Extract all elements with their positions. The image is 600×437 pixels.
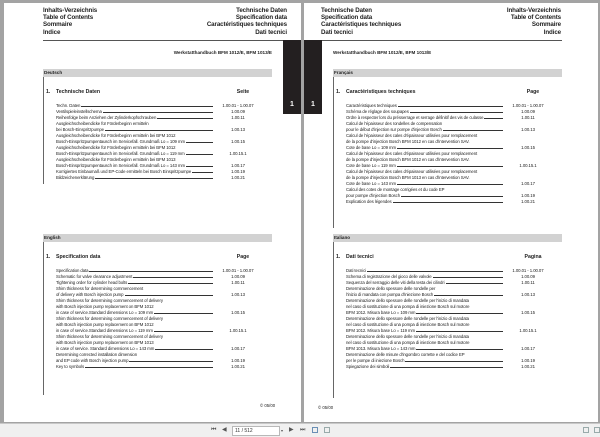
header-title: Sommaire	[531, 21, 561, 29]
toc-entry-text: and EP code with Bosch injection pump	[56, 358, 129, 363]
toc-entry-text: BFM 1013. Misura base Lo = 143 mm	[346, 346, 416, 351]
toc-entry-text: Schematic for valve clearance adjustment	[56, 274, 133, 279]
dot-leader	[484, 118, 503, 119]
toc-entry-text: Reihenfolge beim Anziehen der Zylinderkopfschrauben	[56, 115, 157, 120]
dot-leader	[416, 349, 503, 350]
toc-page-number[interactable]: 1.00.15	[521, 310, 535, 315]
manual-title: Werkstatthandbuch BFM 1012/E, BFM 1013/E	[333, 50, 432, 55]
chapter-number: 1	[290, 101, 294, 108]
dot-leader	[398, 106, 503, 107]
toc-page-number[interactable]: 1.00.19	[521, 358, 535, 363]
toc-entry-line	[56, 175, 214, 181]
toc-entry-text: of delivery with Bosch injection pump	[56, 292, 124, 297]
toc-entry-text: Cote de base Lo = 119 mm	[346, 163, 396, 168]
dot-leader	[125, 295, 214, 296]
toc-entry-text: Bosch-Einspritzpumpentausch im Servicefall. Grundmaß Lo = 119 mm	[56, 151, 185, 156]
toc-entry-text: BFM 1012. Misura base Lo = 119 mm	[346, 328, 416, 333]
toc-entry-line	[346, 364, 504, 370]
toc-entry[interactable]	[346, 187, 556, 199]
language-header	[43, 234, 272, 242]
toc-entry-line	[346, 199, 504, 205]
toc-entry[interactable]	[346, 121, 556, 133]
toc-entry[interactable]	[346, 199, 556, 205]
toc-entry-text: nel caso di sostituzione di una pompa di iniezione Bosch sul motore	[346, 322, 470, 327]
header-title: Sommaire	[43, 21, 73, 29]
header-title: Table of Contents	[43, 14, 94, 22]
toc-entry-text: Explication des légendes	[346, 199, 392, 204]
toc-entry-text: Determinazione dello spessore delle rondelle per l'inizio di mandata	[346, 334, 469, 339]
page-column-label: Page	[526, 89, 540, 95]
chapter-tab	[283, 40, 301, 114]
toc-page-number[interactable]: 1.00.09	[231, 274, 245, 279]
header-title: Table of Contents	[510, 14, 561, 22]
dot-leader	[186, 166, 213, 167]
toc-entry-text: Bildzeichenerklärung	[56, 175, 95, 180]
toc-entry-text: Determinazione dello spessore delle rondelle per l'inizio di mandata	[346, 298, 469, 303]
toc-page-number[interactable]: 1.00.21	[521, 364, 535, 369]
fit-width-icon[interactable]	[594, 427, 600, 433]
toc-entry[interactable]	[56, 157, 266, 169]
header-title: Specification data	[235, 14, 287, 22]
dot-leader	[416, 313, 503, 314]
toc-entry-text: Ausgleichscheibendicke für Förderbeginn ermitteln bei BFM 1012	[56, 145, 176, 150]
toc-entry-text: in case of service. Standard dimensions Lo = 143 mm	[56, 346, 155, 351]
toc-entry-text: Dati tecnici	[346, 268, 367, 273]
toc-entry-text: Shim thickness for determining commencement of delivery	[56, 334, 163, 339]
toc-entry-text: Determining corrected installation dimension	[56, 352, 138, 357]
dot-leader	[410, 112, 503, 113]
language-label: English	[44, 235, 61, 240]
toc-entry-text: with Bosch injection pump replacement on BFM 1012	[56, 304, 154, 309]
header-title: Indice	[43, 28, 61, 36]
dot-leader	[446, 283, 503, 284]
toc-entry-text: Spiegazione dei simboli	[346, 364, 390, 369]
header-title: Inhalts-Verzeichnis	[43, 7, 98, 14]
toc-page-number[interactable]: 1.00.15.1	[229, 328, 247, 333]
toc-entry-text: Bosch-Einspritzpumpentausch im Servicefall. Grundmaß Lo = 109 mm	[56, 139, 185, 144]
toc-entry[interactable]	[346, 151, 556, 169]
dot-leader	[154, 331, 213, 332]
chapter-number: 1.	[336, 254, 341, 260]
chapter-number: 1.	[336, 89, 341, 95]
toc-entry-text: nel caso di sostituzione di una pompa di iniezione Bosch sul motore	[346, 304, 470, 309]
two-page-view-icon[interactable]	[324, 427, 330, 433]
dot-leader	[129, 361, 213, 362]
previous-page-icon[interactable]: ◀	[222, 427, 227, 433]
page-column-label: Page	[236, 254, 250, 260]
toc-entry[interactable]	[56, 133, 266, 145]
pdf-navigation-toolbar	[0, 423, 600, 437]
toc-entries	[346, 103, 556, 205]
toc-entry-text: Cote de base Lo = 143 mm	[346, 181, 397, 186]
toc-page-number[interactable]: 1.00.15.1	[519, 328, 537, 333]
language-label: Deutsch	[44, 70, 63, 75]
toc-entry[interactable]	[346, 133, 556, 151]
toc-entry-text: Ausgleichscheibendicke für Förderbeginn ermitteln	[56, 121, 149, 126]
page-indicator: 11 / 512	[235, 428, 253, 434]
toc-entry-text: Cote de base Lo = 109 mm	[346, 145, 397, 150]
dot-leader	[443, 130, 503, 131]
toc-entry-text: Korrigiertes Einbaumaß und EP-Code ermitteln bei Bosch Einspritzpumpe	[56, 169, 192, 174]
toc-entry-text: in case of service.Standard dimensions Lo = 119 mm	[56, 328, 153, 333]
toc-entry-text: Calcul de l'épaisseur des cales d'épaisseur utilisées pour remplacement	[346, 151, 478, 156]
dot-leader	[416, 331, 503, 332]
toc-entry-text: with Bosch injection pump replacement on BFM 1012	[56, 322, 154, 327]
dot-leader	[154, 313, 213, 314]
chapter-tab	[304, 40, 322, 114]
toc-page-number[interactable]: 1.00.01 - 1.00.07	[222, 103, 254, 108]
header-right-titles	[207, 7, 287, 36]
dot-leader	[433, 277, 503, 278]
toc-page-number[interactable]: 1.00.11	[521, 115, 535, 120]
toc-page-number[interactable]: 1.00.09	[521, 109, 535, 114]
header-title: Indice	[543, 28, 561, 36]
toc-entry-text: Shim thickness for determining commencement of delivery	[56, 316, 163, 321]
dot-leader	[192, 172, 213, 173]
section-border-line	[43, 242, 44, 395]
toc-entry[interactable]	[56, 121, 266, 133]
language-label: Français	[334, 70, 353, 75]
toc-entry[interactable]	[56, 352, 266, 364]
toc-page-number[interactable]: 1.00.21	[231, 364, 245, 369]
copyright-notice: © 05/00	[260, 403, 276, 408]
toc-page-number[interactable]: 1.00.01 - 1.00.07	[512, 103, 544, 108]
dot-leader	[89, 271, 213, 272]
language-header	[333, 69, 562, 77]
toc-entry-text: l'inizio di mandata con pompa d'iniezione Bosch	[346, 292, 434, 297]
toc-page-number[interactable]: 1.00.15	[231, 310, 245, 315]
toc-entry-text: nel caso di sostituzione di una pompa di iniezione Bosch sul motore	[346, 340, 470, 345]
toc-page-number[interactable]: 1.00.01 - 1.00.07	[512, 268, 544, 273]
toc-entry[interactable]	[56, 175, 266, 181]
page-column-label: Pagina	[524, 254, 542, 260]
toc-entry-text: Key to symbols	[56, 364, 85, 369]
toc-page-number[interactable]: 1.00.19	[231, 169, 245, 174]
chapter-title: Technische Daten	[56, 89, 101, 95]
header-title: Technische Daten	[321, 7, 372, 14]
first-page-icon[interactable]: ⏮	[211, 427, 217, 433]
section-border-line	[333, 242, 334, 398]
toc-entry-text: Schema di registrazione del gioco delle valvole	[346, 274, 432, 279]
dot-leader	[133, 277, 213, 278]
toc-entry-text: pour le début d'injection sur pompe d'injection Bosch	[346, 127, 442, 132]
dot-leader	[128, 283, 213, 284]
dot-leader	[434, 295, 503, 296]
toc-entry-text: Ordre à respecter lors du présserrage et serrage définitif des vis de culasse	[346, 115, 484, 120]
dot-leader	[105, 130, 213, 131]
toc-entry[interactable]	[56, 286, 266, 298]
toc-page-number[interactable]: 1.00.17	[231, 346, 245, 351]
toc-entries	[56, 268, 266, 370]
toc-entry-text: BFM 1012. Misura base Lo = 109 mm	[346, 310, 416, 315]
chapter-title: Dati tecnici	[346, 254, 374, 260]
toc-page-number[interactable]: 1.00.17	[521, 181, 535, 186]
toc-entry-text: bei Bosch-Einspritzpumpe	[56, 127, 104, 132]
toc-entry-text: Shim thickness for determining commencement of delivery	[56, 298, 163, 303]
toc-entry[interactable]	[56, 364, 266, 370]
header-title: Technische Daten	[236, 7, 287, 14]
toc-entry-text: Calcul des cotes de montage corrigées et du code EP	[346, 187, 445, 192]
toc-entry-text: de la pompe d'injection Bosch BFM 1012 en cas d'intervention SAV.	[346, 157, 470, 162]
toc-entry-text: Tightening order for cylinder head bolts	[56, 280, 128, 285]
toc-entry[interactable]	[346, 298, 556, 316]
toc-page-number[interactable]: 1.00.15	[521, 145, 535, 150]
toc-entry-text: Bosch-Einspritzpumpentausch im Servicefall. Grundmaß Lo = 143 mm	[56, 163, 185, 168]
toc-entry-text: Techn. Daten	[56, 103, 81, 108]
manual-title: Werkstatthandbuch BFM 1012/E, BFM 1013/E	[173, 50, 272, 55]
toc-entry-text: with Bosch injection pump replacement on BFM 1013	[56, 340, 154, 345]
toc-entry-text: Calcul de l'épaisseur des cales d'épaisseur utilisées pour remplacement	[346, 133, 478, 138]
dot-leader	[186, 154, 213, 155]
toc-entry-text: Determinazione delle misure d'ingombro corrette e del codice EP	[346, 352, 465, 357]
dot-leader	[393, 202, 503, 203]
toc-page-number[interactable]: 1.00.13	[231, 127, 245, 132]
toc-page-number[interactable]: 1.00.13	[521, 127, 535, 132]
next-page-icon[interactable]: ▶	[289, 427, 294, 433]
toc-entry-text: Sequenza del serraggio delle viti della testa dei cilindri	[346, 280, 445, 285]
section-border-line	[333, 77, 334, 228]
dot-leader	[186, 142, 213, 143]
toc-entry-text: Ausgleichscheibendicke für Förderbeginn ermitteln bei BFM 1012	[56, 133, 176, 138]
chapter-title: Caractéristiques techniques	[346, 89, 416, 95]
dot-leader	[95, 178, 213, 179]
toc-page-number[interactable]: 1.00.21	[521, 199, 535, 204]
toc-entry[interactable]	[346, 169, 556, 187]
toc-page-number[interactable]: 1.00.17	[231, 163, 245, 168]
toc-entry[interactable]	[56, 316, 266, 334]
chapter-number: 1.	[46, 89, 51, 95]
toc-entry-text: Determinazione dello spessore delle rondelle per l'inizio di mandata	[346, 316, 469, 321]
toc-entry-text: Calcul de l'épaisseur des rondelles de compensation	[346, 121, 443, 126]
toc-entry-text: Ausgleichscheibendicke für Förderbeginn ermitteln bei BFM 1013	[56, 157, 176, 162]
toc-page-number[interactable]: 1.00.13	[521, 292, 535, 297]
language-label: Italiano	[334, 235, 351, 240]
chapter-number: 1	[311, 101, 315, 108]
dot-leader	[155, 349, 213, 350]
toc-entry-text: Determinazione dello spessore delle rondelle per	[346, 286, 436, 291]
fit-page-icon[interactable]	[583, 427, 589, 433]
dot-leader	[103, 112, 213, 113]
copyright-notice: © 05/00	[318, 405, 334, 410]
toc-entry-text: per le pompe di iniezione Bosch	[346, 358, 405, 363]
toc-entry[interactable]	[56, 334, 266, 352]
page-number-input[interactable]	[232, 426, 280, 436]
toc-entry[interactable]	[346, 286, 556, 298]
toc-entry-text: de la pompe d'injection Bosch BFM 1012 en cas d'intervention SAV.	[346, 139, 470, 144]
toc-page-number[interactable]: 1.00.15.1	[229, 151, 247, 156]
header-title: Dati tecnici	[321, 28, 353, 36]
dot-leader	[397, 166, 503, 167]
toc-page-number[interactable]: 1.00.15	[231, 139, 245, 144]
dot-leader	[401, 196, 503, 197]
header-title: Dati tecnici	[255, 28, 287, 36]
toc-entry-text: Ventilspieleinstellschema	[56, 109, 102, 114]
toc-entry-text: Specification data	[56, 268, 89, 273]
header-title: Caractéristiques techniques	[321, 21, 402, 29]
left-document-page	[4, 3, 301, 422]
toc-entry[interactable]	[56, 298, 266, 316]
header-left-titles	[321, 7, 401, 36]
page-dropdown-arrow-icon[interactable]: ▾	[281, 428, 284, 433]
dot-leader	[85, 367, 213, 368]
toc-page-number[interactable]: 1.00.13	[231, 292, 245, 297]
dot-leader	[390, 367, 503, 368]
last-page-icon[interactable]: ⏭	[300, 427, 306, 433]
single-page-view-icon[interactable]	[312, 427, 318, 433]
dot-leader	[81, 106, 213, 107]
language-header	[43, 69, 272, 77]
toc-entry-text: in case of service.Standard dimensions Lo = 109 mm	[56, 310, 154, 315]
toc-page-number[interactable]: 1.00.17	[521, 346, 535, 351]
chapter-title: Specification data	[56, 254, 101, 260]
header-title: Caractéristiques techniques	[206, 21, 287, 29]
toc-page-number[interactable]: 1.00.01 - 1.00.07	[222, 268, 254, 273]
section-border-line	[43, 77, 44, 184]
dot-leader	[397, 184, 503, 185]
dot-leader	[397, 148, 503, 149]
chapter-number: 1.	[46, 254, 51, 260]
toc-entries	[56, 103, 266, 181]
toc-entry-text: de la pompe d'injection Bosch BFM 1013 en cas d'intervention SAV.	[346, 175, 470, 180]
toc-entry[interactable]	[346, 334, 556, 352]
toc-page-number[interactable]: 1.00.19	[231, 358, 245, 363]
toc-entry-text: Calcul de l'épaisseur des cales d'épaisseur utilisées pour remplacement	[346, 169, 478, 174]
toc-entry-line	[56, 364, 214, 370]
toc-entry-text: Shim thickness for determining commencement	[56, 286, 144, 291]
right-document-page	[304, 3, 598, 422]
toc-entry-text: Schéma de réglage des soupapes	[346, 109, 409, 114]
toc-page-number[interactable]: 1.00.09	[231, 109, 245, 114]
header-rule	[304, 40, 562, 41]
dot-leader	[157, 118, 213, 119]
toc-entry[interactable]	[346, 352, 556, 364]
header-left-titles	[43, 7, 97, 36]
toc-page-number[interactable]: 1.00.15.1	[519, 163, 537, 168]
toc-page-number[interactable]: 1.00.21	[231, 175, 245, 180]
toc-page-number[interactable]: 1.00.19	[521, 193, 535, 198]
header-title: Specification data	[321, 14, 373, 22]
toc-page-number[interactable]: 1.00.11	[521, 280, 535, 285]
dot-leader	[405, 361, 503, 362]
toc-entry[interactable]	[346, 316, 556, 334]
header-rule	[43, 40, 301, 41]
dot-leader	[367, 271, 503, 272]
header-right-titles	[507, 7, 561, 36]
toc-entries	[346, 268, 556, 370]
page-column-label: Seite	[236, 89, 250, 95]
toc-entry-text: pour pompe d'injection Bosch	[346, 193, 400, 198]
language-header	[333, 234, 562, 242]
toc-page-number[interactable]: 1.00.11	[231, 115, 245, 120]
toc-page-number[interactable]: 1.00.09	[521, 274, 535, 279]
toc-entry[interactable]	[346, 364, 556, 370]
toc-entry[interactable]	[56, 145, 266, 157]
toc-entry-text: Caractéristiques techniques	[346, 103, 397, 108]
header-title: Inhalts-Verzeichnis	[506, 7, 561, 14]
toc-page-number[interactable]: 1.00.11	[231, 280, 245, 285]
